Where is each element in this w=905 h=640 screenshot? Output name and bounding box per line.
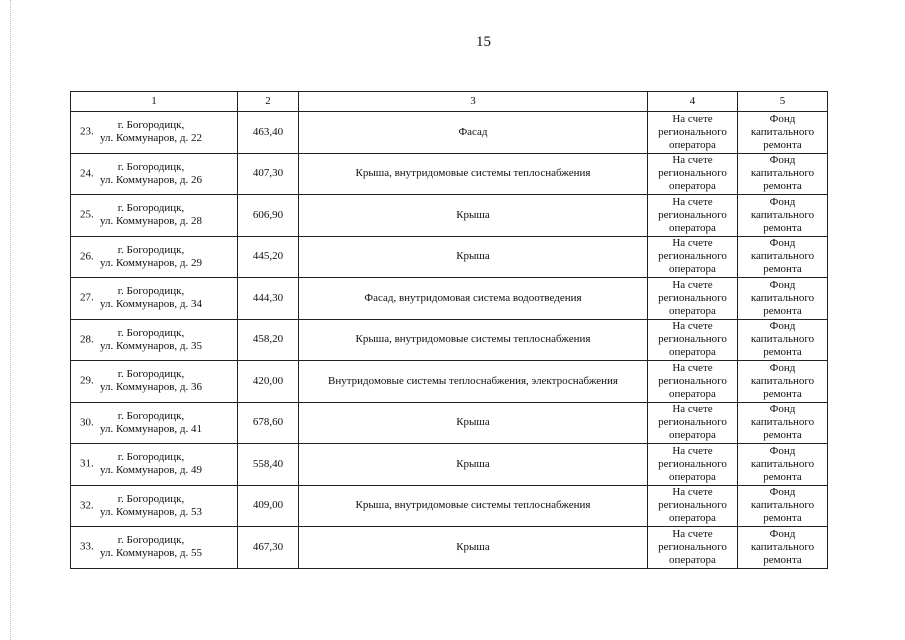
address xyxy=(73,202,235,228)
work-type-cell: Фасад xyxy=(299,112,648,154)
address-street: ул. Коммунаров, д. 36 xyxy=(99,381,203,394)
table-row xyxy=(71,485,828,527)
row-number: 30. xyxy=(80,416,94,429)
funding-source-cell: Фонд капитального ремонта xyxy=(738,444,828,486)
funding-source-cell: Фонд капитального ремонта xyxy=(738,195,828,237)
area-cell: 678,60 xyxy=(238,402,299,444)
address-city: г. Богородицк, xyxy=(117,202,185,215)
address-street: ул. Коммунаров, д. 49 xyxy=(99,464,203,477)
account-cell: На счете регионального оператора xyxy=(648,361,738,403)
funding-source-cell: Фонд капитального ремонта xyxy=(738,153,828,195)
address-street: ул. Коммунаров, д. 53 xyxy=(99,505,203,518)
work-type-cell: Фасад, внутридомовая система водоотведения xyxy=(299,278,648,320)
table-row xyxy=(71,319,828,361)
area-cell: 407,30 xyxy=(238,153,299,195)
account-cell: На счете регионального оператора xyxy=(648,527,738,569)
address-cell xyxy=(71,444,238,486)
address xyxy=(73,327,235,353)
address xyxy=(73,493,235,519)
address xyxy=(73,161,235,187)
address-city: г. Богородицк, xyxy=(117,492,185,505)
address-cell xyxy=(71,485,238,527)
row-number: 25. xyxy=(80,208,94,221)
address-cell xyxy=(71,236,238,278)
address-city: г. Богородицк, xyxy=(117,285,185,298)
address-city: г. Богородицк, xyxy=(117,451,185,464)
address xyxy=(73,244,235,270)
funding-source-cell: Фонд капитального ремонта xyxy=(738,112,828,154)
area-cell: 463,40 xyxy=(238,112,299,154)
funding-source-cell: Фонд капитального ремонта xyxy=(738,485,828,527)
address-street: ул. Коммунаров, д. 22 xyxy=(99,132,203,145)
account-cell: На счете регионального оператора xyxy=(648,319,738,361)
work-type-cell: Крыша xyxy=(299,527,648,569)
address-cell xyxy=(71,527,238,569)
header-cell: 2 xyxy=(238,92,299,112)
header-cell: 4 xyxy=(648,92,738,112)
row-number: 33. xyxy=(80,540,94,553)
header-cell: 1 xyxy=(71,92,238,112)
row-number: 23. xyxy=(80,125,94,138)
area-cell: 445,20 xyxy=(238,236,299,278)
funding-source-cell: Фонд капитального ремонта xyxy=(738,236,828,278)
area-cell: 420,00 xyxy=(238,361,299,403)
address xyxy=(73,410,235,436)
table-row xyxy=(71,236,828,278)
header-cell: 5 xyxy=(738,92,828,112)
address-cell xyxy=(71,195,238,237)
address-street: ул. Коммунаров, д. 55 xyxy=(99,547,203,560)
area-cell: 558,40 xyxy=(238,444,299,486)
funding-source-cell: Фонд капитального ремонта xyxy=(738,402,828,444)
account-cell: На счете регионального оператора xyxy=(648,153,738,195)
account-cell: На счете регионального оператора xyxy=(648,112,738,154)
table-row xyxy=(71,112,828,154)
work-type-cell: Крыша xyxy=(299,195,648,237)
address-city: г. Богородицк, xyxy=(117,409,185,422)
area-cell: 458,20 xyxy=(238,319,299,361)
work-type-cell: Крыша, внутридомовые системы теплоснабжения xyxy=(299,319,648,361)
account-cell: На счете регионального оператора xyxy=(648,195,738,237)
address-cell xyxy=(71,402,238,444)
address xyxy=(73,119,235,145)
address-cell xyxy=(71,361,238,403)
account-cell: На счете регионального оператора xyxy=(648,485,738,527)
row-number: 31. xyxy=(80,457,94,470)
work-type-cell: Крыша xyxy=(299,402,648,444)
row-number: 29. xyxy=(80,374,94,387)
scan-margin-line xyxy=(10,0,11,640)
funding-source-cell: Фонд капитального ремонта xyxy=(738,319,828,361)
address-street: ул. Коммунаров, д. 41 xyxy=(99,422,203,435)
area-cell: 467,30 xyxy=(238,527,299,569)
address-cell xyxy=(71,112,238,154)
header-cell: 3 xyxy=(299,92,648,112)
address xyxy=(73,451,235,477)
table-row xyxy=(71,444,828,486)
address xyxy=(73,534,235,560)
works-table xyxy=(70,91,828,569)
address-city: г. Богородицк, xyxy=(117,326,185,339)
area-cell: 606,90 xyxy=(238,195,299,237)
address xyxy=(73,285,235,311)
account-cell: На счете регионального оператора xyxy=(648,444,738,486)
work-type-cell: Крыша xyxy=(299,444,648,486)
account-cell: На счете регионального оператора xyxy=(648,236,738,278)
address-street: ул. Коммунаров, д. 26 xyxy=(99,173,203,186)
area-cell: 409,00 xyxy=(238,485,299,527)
address-city: г. Богородицк, xyxy=(117,368,185,381)
area-cell: 444,30 xyxy=(238,278,299,320)
table-row xyxy=(71,361,828,403)
address-street: ул. Коммунаров, д. 29 xyxy=(99,256,203,269)
page-number: 15 xyxy=(476,34,491,50)
table-row xyxy=(71,195,828,237)
row-number: 27. xyxy=(80,291,94,304)
account-cell: На счете регионального оператора xyxy=(648,278,738,320)
address-street: ул. Коммунаров, д. 35 xyxy=(99,339,203,352)
work-type-cell: Внутридомовые системы теплоснабжения, электроснабжения xyxy=(299,361,648,403)
address-cell xyxy=(71,278,238,320)
row-number: 32. xyxy=(80,499,94,512)
funding-source-cell: Фонд капитального ремонта xyxy=(738,278,828,320)
table-header-row xyxy=(71,92,828,112)
address-street: ул. Коммунаров, д. 34 xyxy=(99,298,203,311)
table-row xyxy=(71,402,828,444)
row-number: 28. xyxy=(80,333,94,346)
row-number: 24. xyxy=(80,167,94,180)
address-city: г. Богородицк, xyxy=(117,534,185,547)
address-city: г. Богородицк, xyxy=(117,160,185,173)
work-type-cell: Крыша xyxy=(299,236,648,278)
funding-source-cell: Фонд капитального ремонта xyxy=(738,527,828,569)
address-street: ул. Коммунаров, д. 28 xyxy=(99,215,203,228)
row-number: 26. xyxy=(80,250,94,263)
work-type-cell: Крыша, внутридомовые системы теплоснабжения xyxy=(299,153,648,195)
work-type-cell: Крыша, внутридомовые системы теплоснабжения xyxy=(299,485,648,527)
table-row xyxy=(71,527,828,569)
address-cell xyxy=(71,153,238,195)
table-row xyxy=(71,278,828,320)
account-cell: На счете регионального оператора xyxy=(648,402,738,444)
address-city: г. Богородицк, xyxy=(117,243,185,256)
address xyxy=(73,368,235,394)
table-row xyxy=(71,153,828,195)
funding-source-cell: Фонд капитального ремонта xyxy=(738,361,828,403)
address-cell xyxy=(71,319,238,361)
address-city: г. Богородицк, xyxy=(117,119,185,132)
